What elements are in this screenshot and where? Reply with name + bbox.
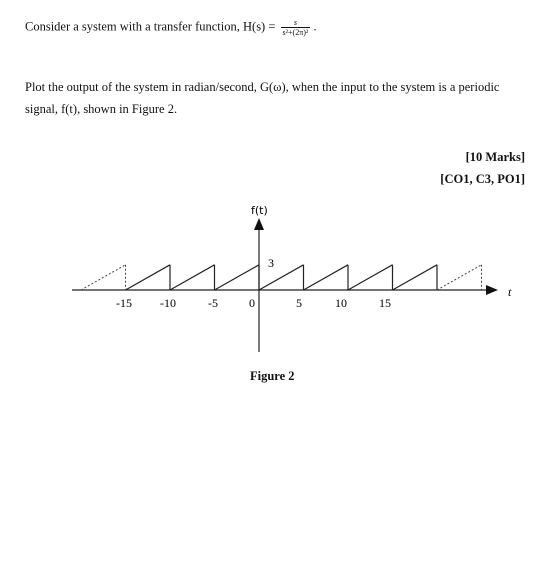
x-tick-label-10: 10: [335, 296, 347, 310]
x-tick-label-neg10: -10: [160, 296, 176, 310]
waveform-right-dashed-ramp: [437, 265, 482, 290]
marks-line: [10 Marks]: [465, 150, 525, 164]
x-tick-label-15: 15: [379, 296, 391, 310]
tf-numerator: s: [293, 18, 297, 27]
sawtooth-waveform: [81, 265, 482, 290]
waveform-ramp-1: [170, 265, 215, 290]
waveform-ramp-0: [126, 265, 171, 290]
question-line-2: Plot the output of the system in radian/second, G(ω), when the input to the system is a periodic: [25, 80, 500, 94]
peak-label: 3: [268, 256, 274, 270]
x-tick-label-neg5: -5: [208, 296, 218, 310]
y-axis-arrow: [254, 218, 264, 230]
x-axis-label: t: [508, 285, 512, 299]
figure-caption: Figure 2: [250, 369, 295, 383]
tf-denominator: s²+(2π)²: [282, 28, 309, 37]
waveform-ramp-2: [215, 265, 260, 290]
question-intro: Consider a system with a transfer function, H(s) =: [25, 19, 279, 34]
waveform-left-dashed-ramp: [81, 265, 126, 290]
waveform-ramp-3: [259, 265, 304, 290]
waveform-ramp-4: [304, 265, 349, 290]
x-tick-label-neg15: -15: [116, 296, 132, 310]
waveform-ramp-5: [348, 265, 393, 290]
x-tick-label-5: 5: [296, 296, 302, 310]
y-axis-label: f(t): [251, 204, 268, 217]
x-axis-arrow: [486, 285, 498, 295]
waveform-ramp-6: [393, 265, 438, 290]
tf-trailing: .: [313, 19, 317, 34]
question-line-3: signal, f(t), shown in Figure 2.: [25, 102, 178, 116]
course-outcomes-line: [CO1, C3, PO1]: [440, 172, 525, 186]
x-tick-label-0: 0: [249, 296, 255, 310]
